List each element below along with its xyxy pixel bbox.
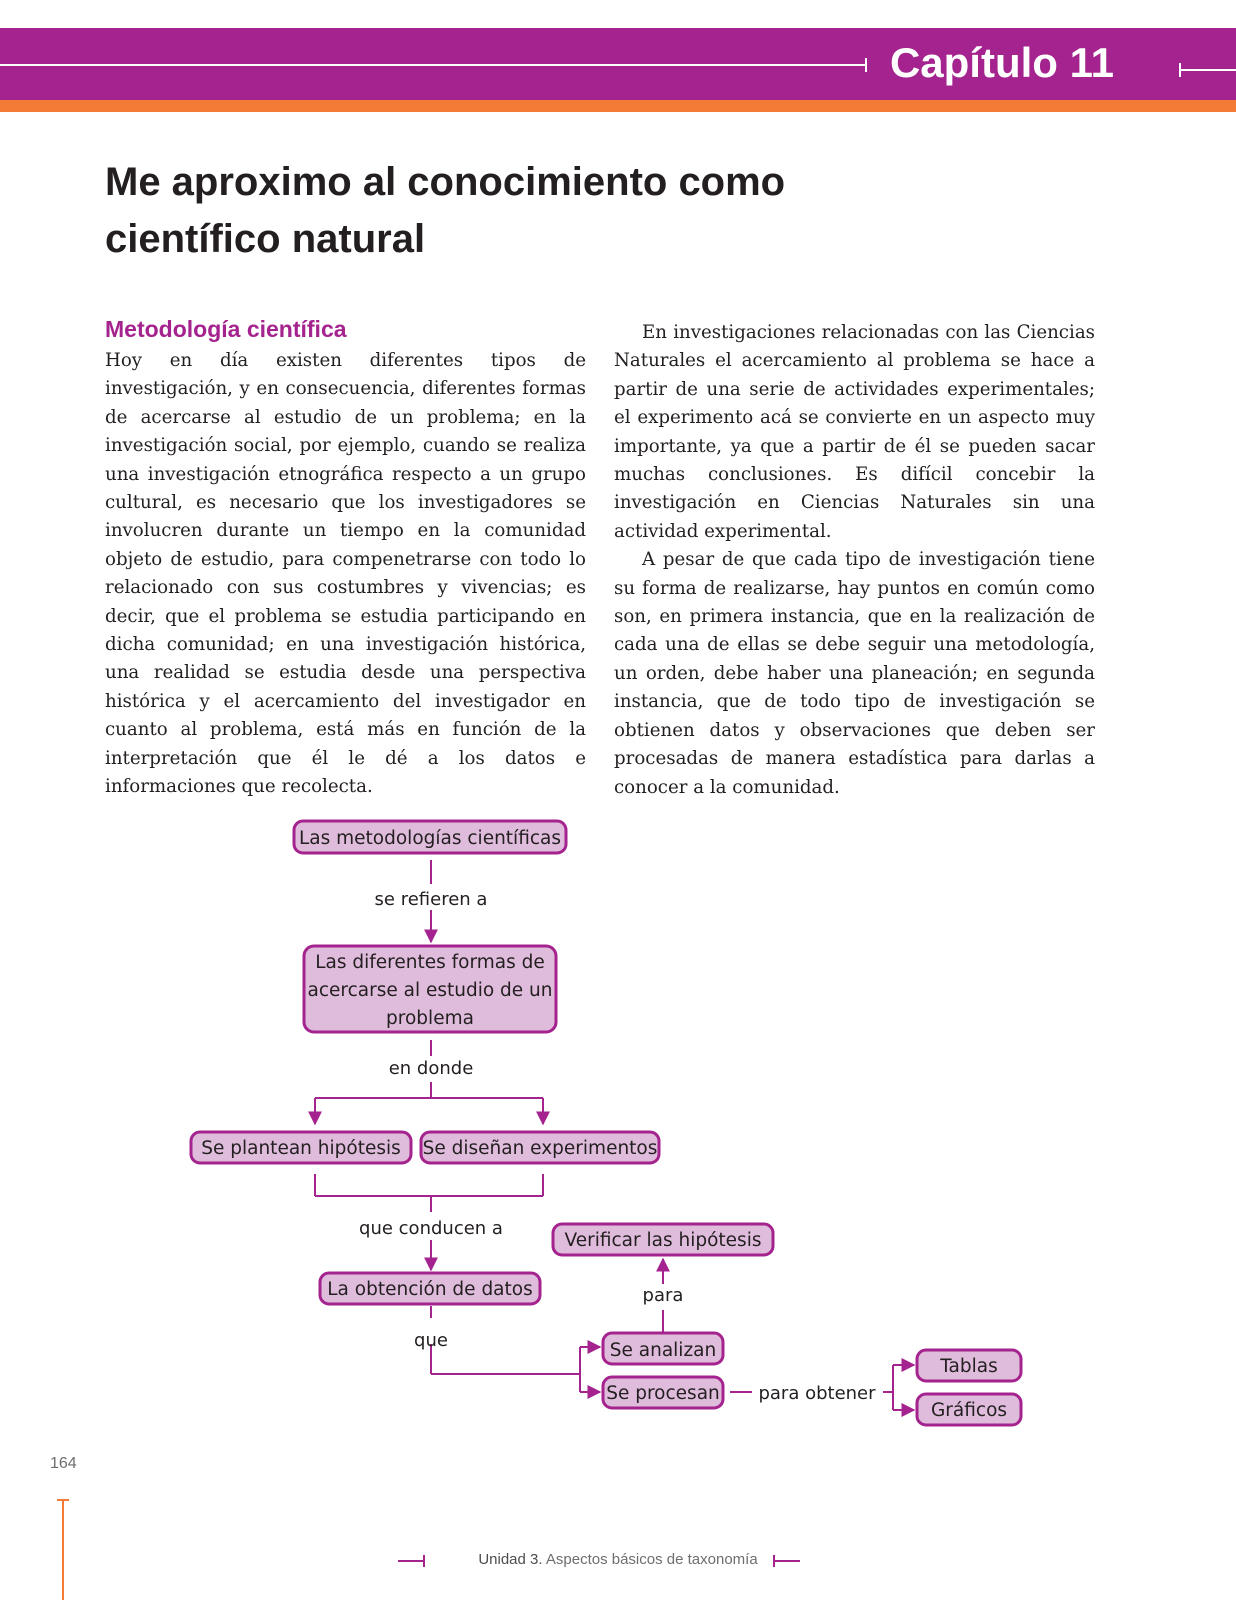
footer-unit-name: Aspectos básicos de taxonomía [545,1551,758,1568]
link-para: para [642,1285,684,1306]
node-graficos-label: Gráficos [930,1400,1008,1421]
node-procesan-label: Se procesan [606,1383,720,1404]
page-side-marker [57,1500,69,1600]
node-verificar-label: Verificar las hipótesis [564,1230,762,1251]
chapter-title: Capítulo 11 [889,39,1114,86]
page-title: Me aproximo al conocimiento como científico natural [105,160,786,261]
node-experimentos-label: Se diseñan experimentos [422,1138,658,1159]
header-rules [0,58,1236,77]
link-conducen: que conducen a [359,1218,503,1239]
right-paragraph-1: En investigaciones relacionadas con las Ciencias Naturales el acercamiento al problema se hace a partir de una serie de actividades experimentales; el experimento acá se convierte en un aspecto muy importante, ya que a partir de él se pueden sacar muchas conclusiones. Es difícil concebir la investigación en Ciencias Naturales sin una actividad experimental. [614,322,1095,542]
node-formas-line2: acercarse al estudio de un [307,980,553,1001]
section-heading: Metodología científica [105,316,347,342]
right-paragraph-2: A pesar de que cada tipo de investigación tiene su forma de realizarse, hay puntos en común como son, en primera instancia, que en la realización de cada una de ellas se debe seguir una metodología, un orden, debe haber una planeación; en segunda instancia, que de todo tipo de investigación se obtienen datos y observaciones que deben ser procesadas de manera estadística para darlas a conocer a la comunidad. [614,549,1095,798]
link-para-obtener: para obtener [758,1383,876,1404]
link-que: que [414,1330,448,1351]
node-datos-label: La obtención de datos [327,1279,533,1300]
page-number: 164 [50,1455,77,1472]
link-se-refieren: se refieren a [374,889,488,910]
node-metodologias-label: Las metodologías científicas [298,828,562,849]
node-analizan-label: Se analizan [609,1340,717,1361]
node-formas-line3: problema [386,1008,474,1029]
link-en-donde: en donde [388,1058,474,1079]
footer-unit: Unidad 3. [478,1551,543,1568]
footer [0,1551,1236,1568]
node-formas-line1: Las diferentes formas de [315,952,545,973]
node-hipotesis-label: Se plantean hipótesis [201,1138,401,1159]
left-paragraph: Hoy en día existen diferentes tipos de investigación, y en consecuencia, diferentes formas de acercarse al estudio de un problema; en la investigación social, por ejemplo, cuando se realiza una investigación etnográfica respecto a un grupo cultural, es necesario que los investigadores se involucren durante un tiempo en la comunidad objeto de estudio, para compenetrarse con todo lo relacionado con sus costumbres y vivencias; es decir, que el problema se estudia participando en dicha comunidad; en una investigación histórica, una realidad se estudia desde una perspectiva histórica y el acercamiento del investigador en cuanto al problema, está más en función de la interpretación que él le dé a los datos e informaciones que recolecta. [105,350,586,798]
node-tablas-label: Tablas [940,1356,998,1377]
